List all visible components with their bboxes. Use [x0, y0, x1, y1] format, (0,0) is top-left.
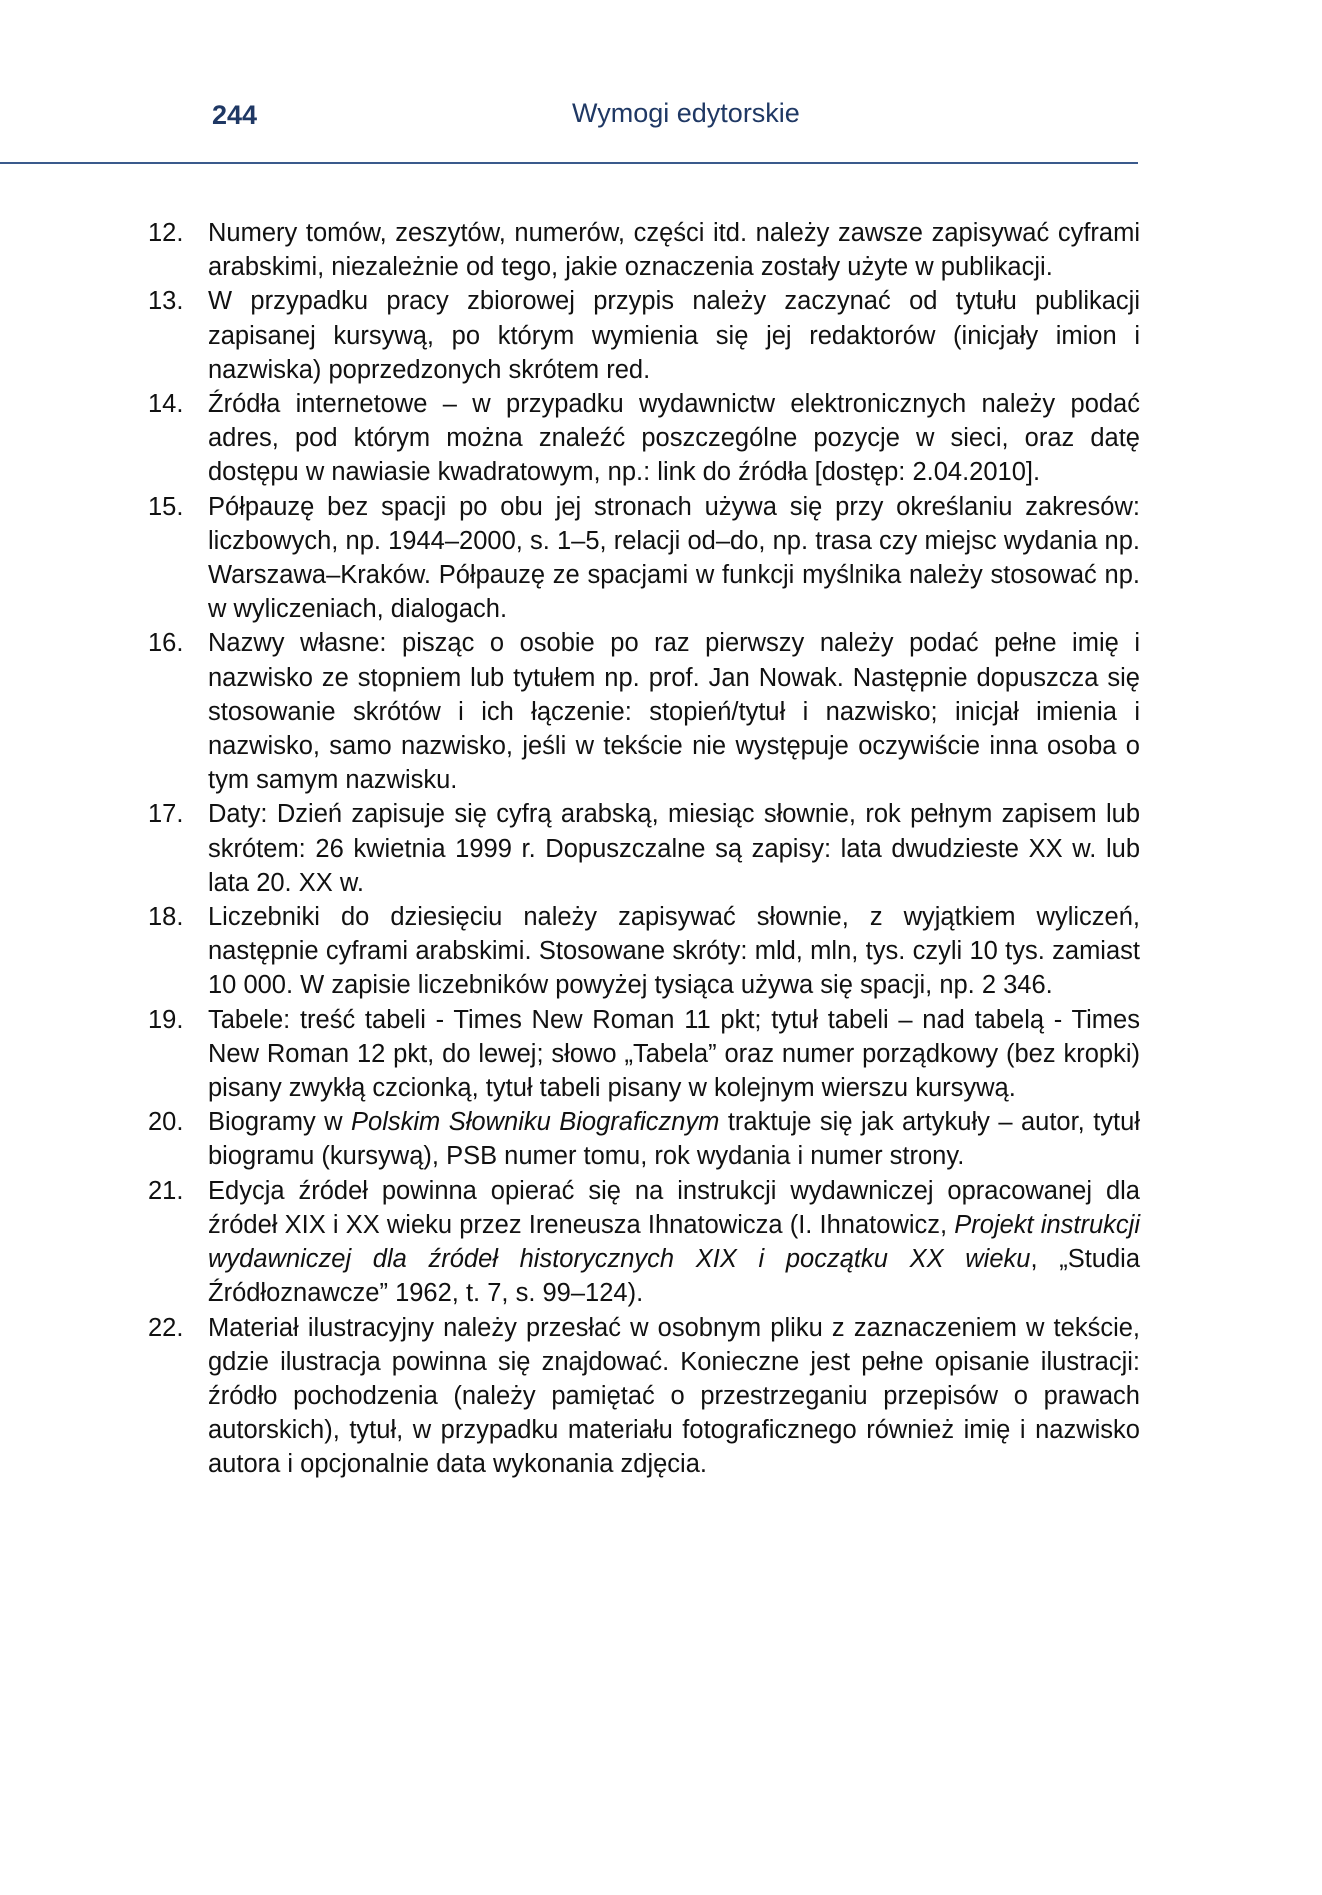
list-item	[148, 490, 1140, 627]
main-content	[148, 216, 1140, 1482]
header-divider	[0, 162, 1138, 164]
item-text: Nazwy własne: pisząc o osobie po raz pierwszy należy podać pełne imię i nazwisko ze stopniem lub tytułem np. prof. Jan Nowak. Następnie dopuszcza się stosowanie skrótów i ich łączenie: stopień/tytuł i nazwisko; inicjał imienia i nazwisko, samo nazwisko, jeśli w tekście nie występuje oczywiście inna osoba o tym samym nazwisku.	[208, 629, 1140, 795]
list-item	[148, 216, 1140, 284]
list-item	[148, 626, 1140, 797]
running-title: Wymogi edytorskie	[572, 98, 800, 128]
item-number: 15.	[148, 492, 184, 521]
item-text-before: Biogramy w	[208, 1108, 352, 1137]
item-text: Źródła internetowe – w przypadku wydawnictw elektronicznych należy podać adres, pod którym można znaleźć poszczególne pozycje w sieci, oraz datę dostępu w nawiasie kwadratowym, np.: link do źródła [dostęp: 2.04.2010].	[208, 390, 1140, 487]
item-text: Półpauzę bez spacji po obu jej stronach używa się przy określaniu zakresów: liczbowych, np. 1944–2000, s. 1–5, relacji od–do, np. trasa czy miejsc wydania np. Warszawa–Kraków. Półpauzę ze spacjami w funkcji myślnika należy stosować np. w wyliczeniach, dialogach.	[208, 492, 1140, 624]
list-item	[148, 1311, 1140, 1482]
list-item	[148, 284, 1140, 387]
item-text: Materiał ilustracyjny należy przesłać w osobnym pliku z zaznaczeniem w tekście, gdzie ilustracja powinna się znajdować. Konieczne jest pełne opisanie ilustracji: źródło pochodzenia (należy pamiętać o przestrzeganiu przepisów o prawach autorskich), tytuł, w przypadku materiału fotograficznego również imię i nazwisko autora i opcjonalnie data wykonania zdjęcia.	[208, 1313, 1140, 1479]
editorial-rules-list	[148, 216, 1140, 1482]
page-number: 244	[212, 100, 258, 130]
item-text-after: , „Studia Źródłoznawcze” 1962, t. 7, s. 99–124).	[208, 1245, 1140, 1308]
item-number: 19.	[148, 1005, 184, 1034]
item-text-before: Edycja źródeł powinna opierać się na instrukcji wydawniczej opracowanej dla źródeł XIX i XX wieku przez Ireneusza Ihnatowicza (I. Ihnatowicz,	[208, 1176, 1140, 1239]
item-number: 16.	[148, 629, 184, 658]
item-number: 21.	[148, 1176, 184, 1205]
item-number: 20.	[148, 1108, 184, 1137]
list-item	[148, 1174, 1140, 1311]
item-text-italic: Projekt instrukcji wydawniczej dla źródeł historycznych XIX i początku XX wieku	[208, 1210, 1140, 1274]
list-item	[148, 900, 1140, 1003]
list-item	[148, 387, 1140, 490]
item-number: 12.	[148, 219, 184, 247]
item-text: Liczebniki do dziesięciu należy zapisywać słownie, z wyjątkiem wyliczeń, następnie cyframi arabskimi. Stosowane skróty: mld, mln, tys. czyli 10 tys. zamiast 10 000. W zapisie liczebników powyżej tysiąca używa się spacji, np. 2 346.	[208, 903, 1140, 1000]
list-item	[148, 797, 1140, 900]
list-item	[148, 1105, 1140, 1173]
item-text: Daty: Dzień zapisuje się cyfrą arabską, miesiąc słownie, rok pełnym zapisem lub skrótem: 26 kwietnia 1999 r. Dopuszczalne są zapisy: lata dwudzieste XX w. lub lata 20. XX w.	[208, 800, 1140, 897]
item-number: 17.	[148, 800, 184, 829]
item-text-after: traktuje się jak artykuły – autor, tytuł biogramu (kursywą), PSB numer tomu, rok wydania i numer strony.	[208, 1108, 1140, 1171]
item-number: 22.	[148, 1313, 184, 1342]
item-text: W przypadku pracy zbiorowej przypis należy zaczynać od tytułu publikacji zapisanej kursywą, po którym wymienia się jej redaktorów (inicjały imion i nazwiska) poprzedzonych skrótem red.	[208, 287, 1140, 384]
item-number: 18.	[148, 903, 184, 932]
item-text: Numery tomów, zeszytów, numerów, części itd. należy zawsze zapisywać cyframi arabskimi, niezależnie od tego, jakie oznaczenia zostały użyte w publikacji.	[208, 219, 1140, 282]
item-number: 13.	[148, 287, 184, 316]
list-item	[148, 1003, 1140, 1106]
item-text-italic: Polskim Słowniku Biograficznym	[351, 1108, 720, 1137]
item-number: 14.	[148, 390, 184, 419]
item-text: Tabele: treść tabeli - Times New Roman 11 pkt; tytuł tabeli – nad tabelą - Times New Roman 12 pkt, do lewej; słowo „Tabela” oraz numer porządkowy (bez kropki) pisany zwykłą czcionką, tytuł tabeli pisany w kolejnym wierszu kursywą.	[208, 1005, 1140, 1103]
